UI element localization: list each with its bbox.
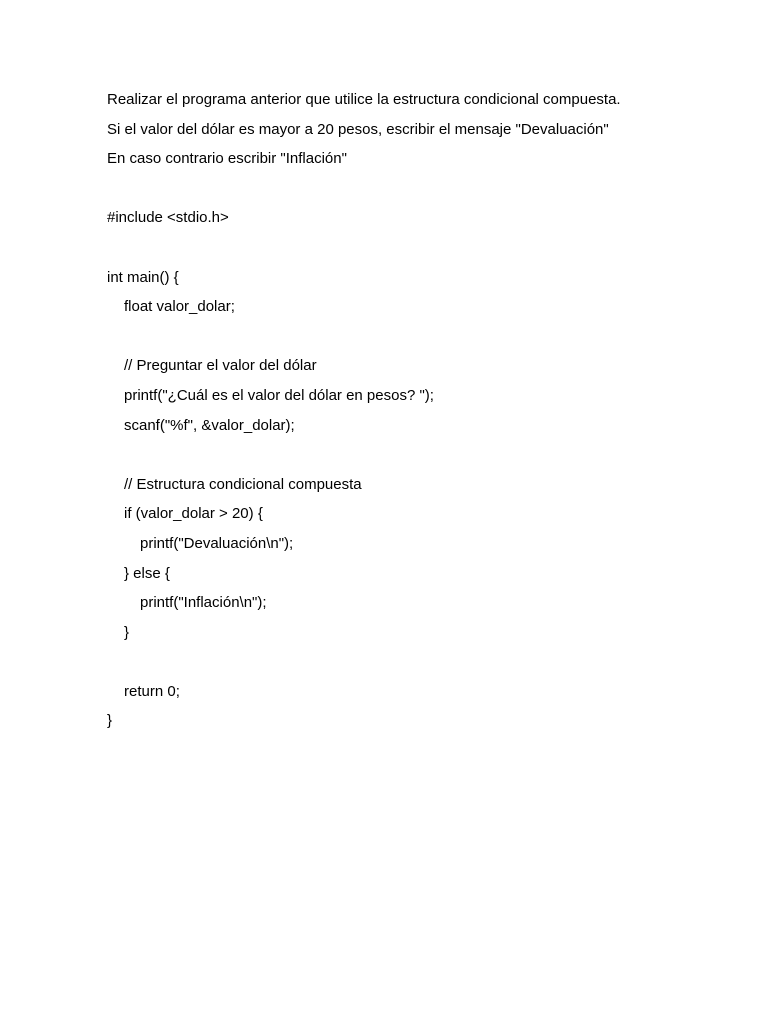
- code-if-open: if (valor_dolar > 20) {: [124, 505, 263, 523]
- code-scanf: scanf("%f", &valor_dolar);: [124, 416, 295, 434]
- blank-line: [107, 237, 707, 267]
- blank-line: [107, 651, 707, 681]
- code-main-open: int main() {: [107, 268, 179, 286]
- intro-line-2: Si el valor del dólar es mayor a 20 pesos, escribir el mensaje "Devaluación": [107, 120, 609, 138]
- blank-line: [107, 326, 707, 356]
- blank-line: [107, 444, 707, 474]
- code-comment-condition: // Estructura condicional compuesta: [124, 475, 362, 493]
- code-printf-ask: printf("¿Cuál es el valor del dólar en pesos? ");: [124, 386, 434, 404]
- intro-line-1: Realizar el programa anterior que utilice la estructura condicional compuesta.: [107, 91, 621, 108]
- code-comment-ask: // Preguntar el valor del dólar: [124, 357, 317, 375]
- intro-line-3: En caso contrario escribir "Inflación": [107, 150, 347, 168]
- code-include: #include <stdio.h>: [107, 209, 229, 227]
- code-main-close: }: [107, 712, 113, 730]
- code-if-close: }: [124, 623, 130, 641]
- code-printf-devaluacion: printf("Devaluación\n");: [140, 534, 294, 552]
- code-declaration: float valor_dolar;: [124, 298, 235, 316]
- blank-line: [107, 178, 707, 208]
- code-return: return 0;: [124, 682, 180, 700]
- code-else: } else {: [124, 564, 170, 582]
- document-body: [107, 89, 707, 740]
- code-printf-inflacion: printf("Inflación\n");: [140, 594, 267, 612]
